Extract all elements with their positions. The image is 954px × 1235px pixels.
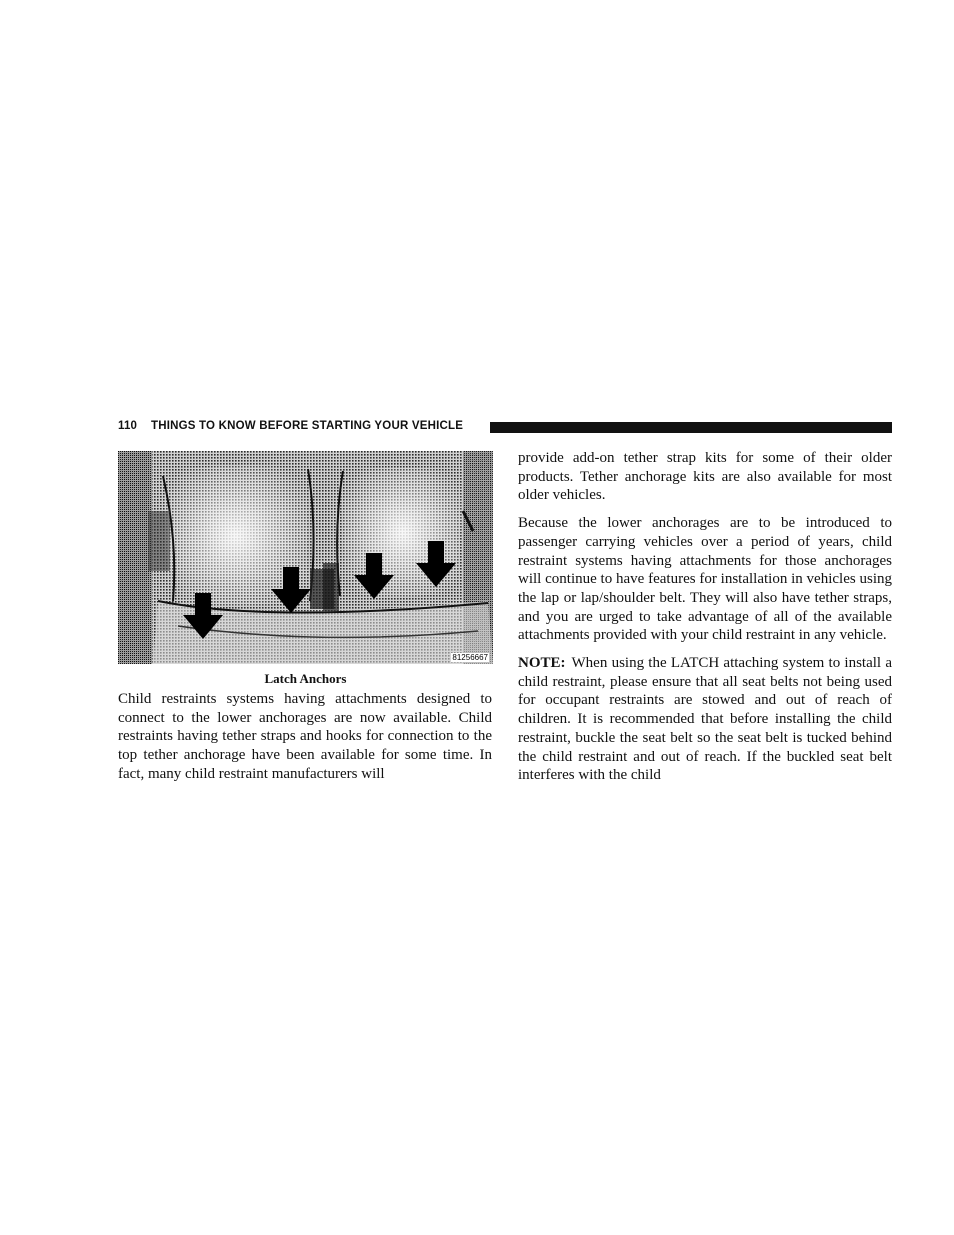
header-rule xyxy=(490,422,892,433)
down-arrow-icon xyxy=(354,553,394,599)
body-paragraph: Because the lower anchorages are to be introduced to passenger carrying vehicles over a period of years, child restraint systems having attachments for those anchorages will continue to have features for installation in vehicles using the lap or lap/shoulder belt. They will also have tether straps, and you are urged to take advantage of all of the available attachments provided with your child restraint in any vehicle. xyxy=(518,515,892,644)
body-paragraph: provide add-on tether strap kits for some of their older products. Tether anchorage kits are also available for most older vehicles. xyxy=(518,450,892,504)
left-column xyxy=(118,690,492,793)
down-arrow-icon xyxy=(183,593,223,639)
running-header xyxy=(118,419,892,435)
figure-code: 81256667 xyxy=(452,653,488,662)
figure-caption: Latch Anchors xyxy=(264,671,347,686)
down-arrow-icon xyxy=(416,541,456,587)
body-paragraph: Child restraints systems having attachments designed to connect to the lower anchorages are now available. Child restraints having tether straps and hooks for connection to the top tether anchorage have been available for some time. In fact, many child restraint manufacturers will xyxy=(118,691,492,782)
latch-anchors-figure xyxy=(118,451,493,664)
section-title: THINGS TO KNOW BEFORE STARTING YOUR VEHICLE xyxy=(151,420,464,432)
note-label: NOTE: xyxy=(518,655,566,672)
note-paragraph xyxy=(518,654,892,785)
right-column xyxy=(518,449,892,794)
page-number: 110 xyxy=(118,420,138,432)
down-arrow-icon xyxy=(271,567,311,613)
note-text: When using the LATCH attaching system to install a child restraint, please ensure that all seat belts not being used for occupant restraints are stowed and out of reach of children. It is recommended that before installing the child restraint, buckle the seat belt so the seat belt is tucked behind the child restraint and out of reach. If the buckled seat belt interferes with the child xyxy=(518,655,892,784)
